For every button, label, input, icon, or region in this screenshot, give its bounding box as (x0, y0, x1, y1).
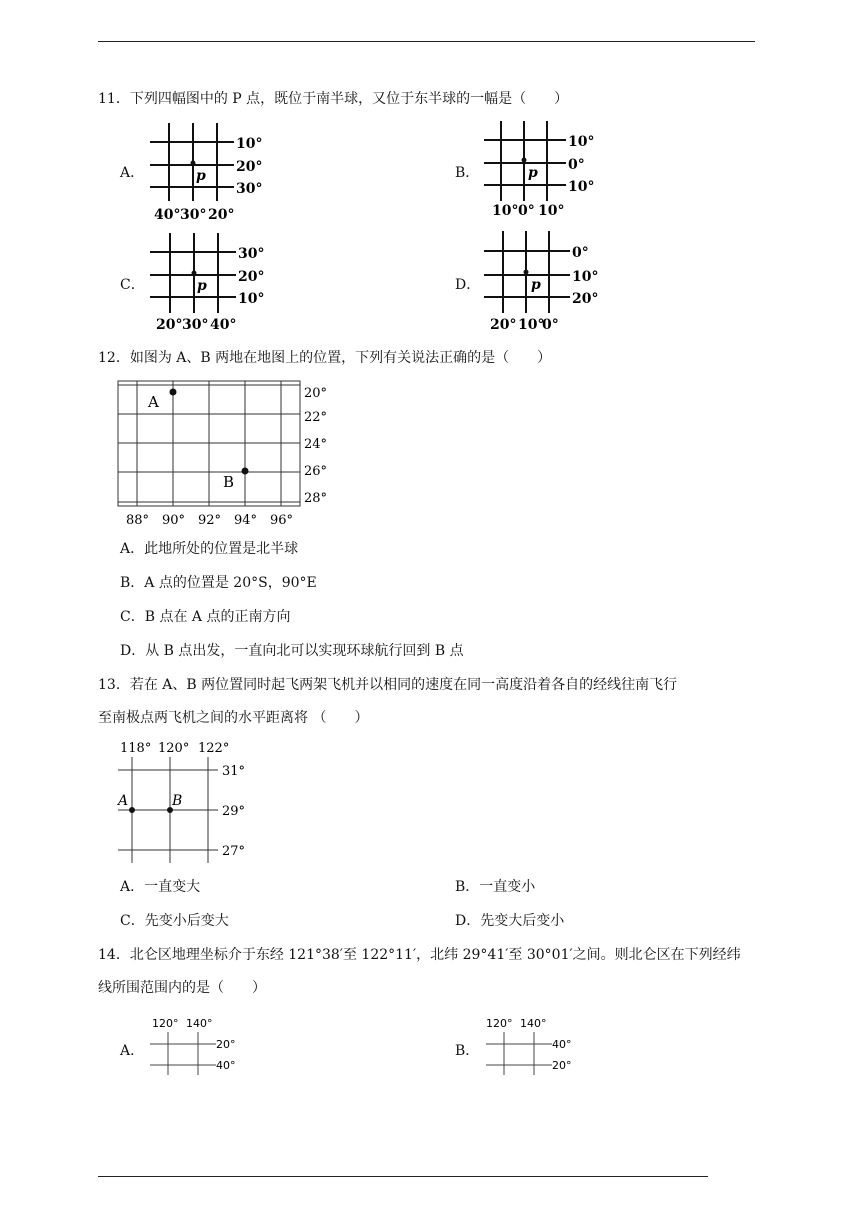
q11-option-b-label[interactable]: B． (455, 165, 480, 181)
q14-b-lon-1: 120° (486, 1017, 513, 1030)
q12-option-c[interactable]: C．B 点在 A 点的正南方向 (120, 609, 291, 625)
q11-a-lon-3: 20° (208, 207, 235, 223)
q11-a-lon-1: 40° (154, 207, 181, 223)
q12-option-d[interactable]: D．从 B 点出发，一直向北可以实现环球航行回到 B 点 (120, 643, 464, 659)
q11-c-lon-1: 20° (156, 317, 183, 333)
q14-a-lon-1: 120° (152, 1017, 179, 1030)
q12-lon-5: 96° (270, 513, 294, 528)
q11-c-lat-3: 10° (238, 291, 265, 307)
q14-a-lat-2: 40° (216, 1059, 236, 1072)
q12-lat-3: 24° (304, 437, 328, 452)
q11-b-lon-1: 10° (492, 203, 519, 219)
q12-lat-2: 22° (304, 410, 328, 425)
q13-option-d[interactable]: D．先变大后变小 (455, 913, 565, 929)
q13-option-c[interactable]: C．先变小后变大 (120, 913, 229, 929)
q12-option-a[interactable]: A．此地所处的位置是北半球 (120, 541, 299, 557)
q13-point-b-label: B (172, 793, 183, 809)
q12-grid-map (118, 381, 338, 531)
q14-grid-a (148, 1015, 258, 1085)
q11-a-lat-3: 30° (236, 181, 263, 197)
q11-grid-b (484, 121, 604, 221)
q11-b-point: p (528, 165, 538, 181)
q13-lat-2: 29° (222, 804, 246, 819)
q11-d-lat-3: 20° (572, 291, 599, 307)
q11-c-lon-3: 40° (210, 317, 237, 333)
q14-b-lat-1: 40° (552, 1038, 572, 1051)
q11-c-lat-1: 30° (238, 246, 265, 262)
q11-a-lat-2: 20° (236, 159, 263, 175)
q12-point-b-label: B (223, 473, 235, 491)
q11-a-lat-1: 10° (236, 136, 263, 152)
q12-lon-2: 90° (162, 513, 186, 528)
q11-c-lat-2: 20° (238, 269, 265, 285)
q14-b-lat-2: 20° (552, 1059, 572, 1072)
q13-option-a[interactable]: A．一直变大 (120, 879, 201, 895)
question-13-line-1: 13．若在 A、B 两位置同时起飞两架飞机并以相同的速度在同一高度沿着各自的经线往南飞行 (98, 677, 678, 693)
q11-b-lat-2: 0° (568, 157, 585, 173)
q11-c-point: p (197, 278, 207, 294)
q13-option-b[interactable]: B．一直变小 (455, 879, 536, 895)
q11-grid-d (484, 231, 604, 333)
q11-d-point: p (531, 277, 541, 293)
q12-lon-1: 88° (126, 513, 150, 528)
q11-d-lat-1: 0° (572, 245, 589, 261)
q11-b-lat-1: 10° (568, 134, 595, 150)
q14-a-lat-1: 20° (216, 1038, 236, 1051)
q11-d-lon-1: 20° (490, 317, 517, 333)
question-14-line-1: 14．北仑区地理坐标介于东经 121°38′至 122°11′，北纬 29°41′至 30°01′之间。则北仑区在下列经纬 (98, 947, 741, 963)
q12-point-a-label: A (148, 393, 159, 411)
top-rule (98, 41, 755, 42)
q12-lat-5: 28° (304, 491, 328, 506)
q12-option-b[interactable]: B．A 点的位置是 20°S，90°E (120, 575, 317, 591)
q13-point-a-label: A (118, 793, 129, 809)
q11-grid-c (150, 233, 270, 333)
question-11: 11．下列四幅图中的 P 点，既位于南半球，又位于东半球的一幅是（ ） (98, 91, 569, 107)
q11-b-lon-3: 10° (538, 203, 565, 219)
q12-lat-1: 20° (304, 386, 328, 401)
q11-d-lon-2: 10° (518, 317, 545, 333)
q14-a-lon-2: 140° (186, 1017, 213, 1030)
question-13-line-2: 至南极点两飞机之间的水平距离将 （ ） (98, 710, 369, 726)
q13-lon-3: 122° (198, 741, 230, 756)
q13-grid-map (116, 737, 266, 867)
q11-d-lon-3: 0° (542, 317, 559, 333)
q11-b-lat-3: 10° (568, 179, 595, 195)
q12-lon-4: 94° (234, 513, 258, 528)
q14-b-lon-2: 140° (520, 1017, 547, 1030)
q13-lat-3: 27° (222, 844, 246, 859)
q11-option-c-label[interactable]: C． (120, 277, 145, 293)
question-12: 12．如图为 A、B 两地在地图上的位置，下列有关说法正确的是（ ） (98, 350, 552, 366)
q13-lon-1: 118° (120, 741, 152, 756)
q12-lon-3: 92° (198, 513, 222, 528)
q14-option-a-label[interactable]: A． (120, 1043, 145, 1059)
q11-d-lat-2: 10° (572, 269, 599, 285)
question-14-line-2: 线所围范围内的是（ ） (98, 980, 266, 996)
q12-lat-4: 26° (304, 464, 328, 479)
bottom-rule (98, 1176, 708, 1177)
q11-option-a-label[interactable]: A． (120, 165, 145, 181)
q14-option-b-label[interactable]: B． (455, 1043, 480, 1059)
q13-lat-1: 31° (222, 764, 246, 779)
q11-c-lon-2: 30° (182, 317, 209, 333)
q11-a-lon-2: 30° (180, 207, 207, 223)
q11-option-d-label[interactable]: D． (455, 277, 481, 293)
q13-lon-2: 120° (158, 741, 190, 756)
q11-grid-a (150, 123, 270, 223)
q11-b-lon-2: 0° (518, 203, 535, 219)
q11-a-point: p (196, 168, 206, 184)
q14-grid-b (484, 1015, 594, 1085)
